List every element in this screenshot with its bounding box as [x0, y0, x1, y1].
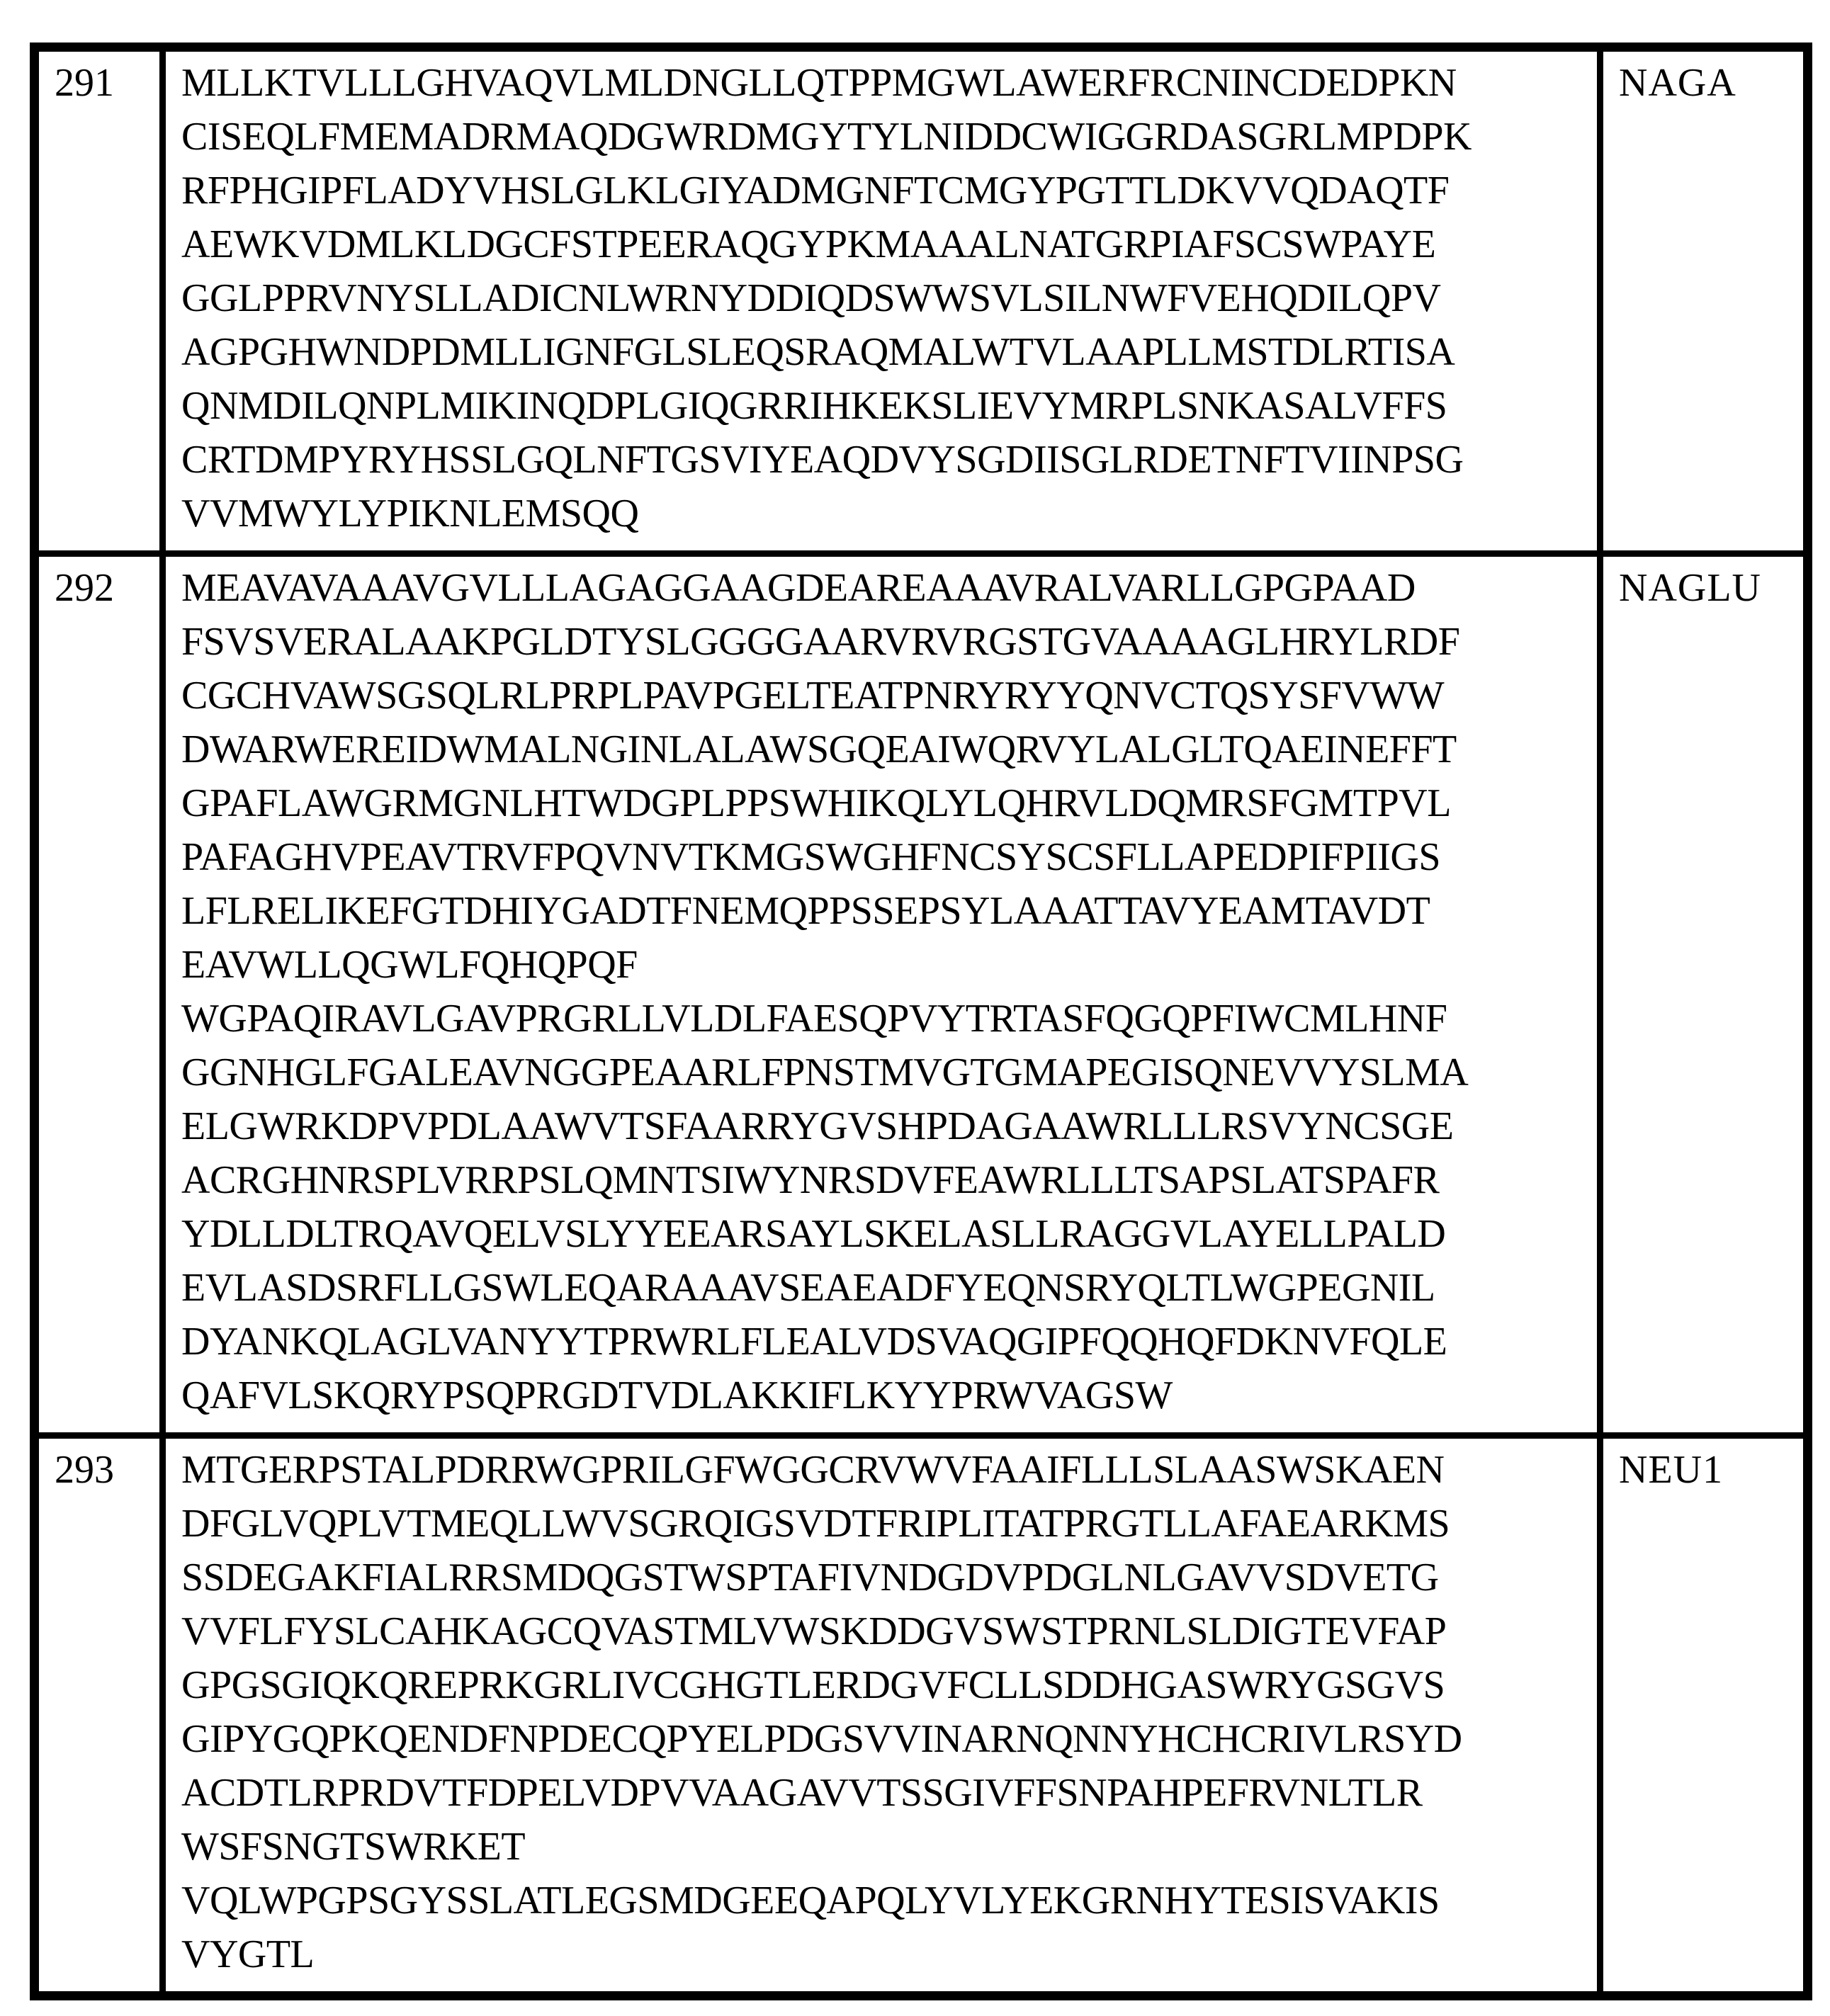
sequence-line: QNMDILQNPLMIKINQDPLGIQGRRIHKEKSLIEVYMRPLSNKASALVFFS	[181, 384, 1447, 428]
sequence-line: DFGLVQPLVTMEQLLWVSGRQIGSVDTFRIPLITATPRGTLLAFAEARKMS	[181, 1502, 1450, 1546]
sequence-line: MEAVAVAAAVGVLLLAGAGGAAGDEAREAAAVRALVARLLGPGPAAD	[181, 566, 1416, 610]
protein-sequence	[163, 47, 1600, 554]
sequence-line: EVLASDSRFLLGSWLEQARAAAVSEAEADFYEQNSRYQLTLWGPEGNIL	[181, 1266, 1435, 1310]
sequence-line: WGPAQIRAVLGAVPRGRLLVLDLFAESQPVYTRTASFQGQPFIWCMLHNF	[181, 997, 1447, 1041]
sequence-line: ACDTLRPRDVTFDPELVDPVVAAGAVVTSSGIVFFSNPAHPEFRVNLTLR	[181, 1771, 1423, 1815]
sequence-line: ACRGHNRSPLVRRPSLQMNTSIWYNRSDVFEAWRLLLTSAPSLATSPAFR	[181, 1158, 1440, 1202]
sequence-line: FSVSVERALAAKPGLDTYSLGGGGAARVRVRGSTGVAAAAGLHRYLRDF	[181, 620, 1460, 664]
sequence-line: VVMWYLYPIKNLEMSQQ	[181, 492, 639, 536]
protein-sequence	[163, 554, 1600, 1436]
table-row	[35, 1436, 1808, 1996]
sequence-line: GIPYGQPKQENDFNPDECQPYELPDGSVVINARNQNNYHCHCRIVLRSYD	[181, 1717, 1462, 1761]
sequence-line: RFPHGIPFLADYVHSLGLKLGIYADMGNFTCMGYPGTTLDKVVQDAQTF	[181, 169, 1450, 213]
table-row	[35, 47, 1808, 554]
sequence-line: GGNHGLFGALEAVNGGPEAARLFPNSTMVGTGMAPEGISQNEVVYSLMA	[181, 1051, 1469, 1094]
sequence-line: WSFSNGTSWRKET	[181, 1825, 526, 1869]
sequence-id: 291	[35, 47, 163, 554]
sequence-line: VVFLFYSLCAHKAGCQVASTMLVWSKDDGVSWSTPRNLSLDIGTEVFAP	[181, 1609, 1447, 1653]
sequence-line: AGPGHWNDPDMLLIGNFGLSLEQSRAQMALWTVLAAPLLMSTDLRTISA	[181, 330, 1455, 374]
sequence-line: CGCHVAWSGSQLRLPRPLPAVPGELTEATPNRYRYYQNVCTQSYSFVWW	[181, 674, 1445, 718]
sequence-line: GPAFLAWGRMGNLHTWDGPLPPSWHIKQLYLQHRVLDQMRSFGMTPVL	[181, 781, 1451, 825]
sequence-line: CISEQLFMEMADRMAQDGWRDMGYTYLNIDDCWIGGRDASGRLMPDPK	[181, 115, 1472, 159]
sequence-line: DYANKQLAGLVANYYTPRWRLFLEALVDSVAQGIPFQQHQFDKNVFQLE	[181, 1320, 1447, 1364]
sequence-line: ELGWRKDPVPDLAAWVTSFAARRYGVSHPDAGAAWRLLLRSVYNCSGE	[181, 1104, 1454, 1148]
protein-sequence	[163, 1436, 1600, 1996]
sequence-line: LFLRELIKEFGTDHIYGADTFNEMQPPSSEPSYLAAATTAVYEAMTAVDT	[181, 889, 1430, 933]
sequence-id: 292	[35, 554, 163, 1436]
sequence-line: QAFVLSKQRYPSQPRGDTVDLAKKIFLKYYPRWVAGSW	[181, 1374, 1173, 1417]
sequence-line: EAVWLLQGWLFQHQPQF	[181, 943, 638, 987]
sequence-line: PAFAGHVPEAVTRVFPQVNVTKMGSWGHFNCSYSCSFLLAPEDPIFPIIGS	[181, 835, 1440, 879]
gene-name: NAGA	[1600, 47, 1808, 554]
gene-name: NEU1	[1600, 1436, 1808, 1996]
sequence-line: DWARWEREIDWMALNGINLALAWSGQEAIWQRVYLALGLTQAEINEFFT	[181, 727, 1457, 771]
sequence-line: YDLLDLTRQAVQELVSLYYEEARSAYLSKELASLLRAGGVLAYELLPALD	[181, 1212, 1446, 1256]
sequence-id: 293	[35, 1436, 163, 1996]
sequence-line: VQLWPGPSGYSSLATLEGSMDGEEQAPQLYVLYEKGRNHYTESISVAKIS	[181, 1879, 1440, 1922]
sequence-line: VYGTL	[181, 1932, 315, 1976]
gene-name: NAGLU	[1600, 554, 1808, 1436]
sequence-line: MLLKTVLLLGHVAQVLMLDNGLLQTPPMGWLAWERFRCNINCDEDPKN	[181, 61, 1457, 105]
sequence-listing-table	[30, 43, 1812, 2000]
sequence-line: MTGERPSTALPDRRWGPRILGFWGGCRVWVFAAIFLLLSLAASWSKAEN	[181, 1448, 1445, 1492]
table-row	[35, 554, 1808, 1436]
sequence-line: AEWKVDMLKLDGCFSTPEERAQGYPKMAAALNATGRPIAFSCSWPAYE	[181, 222, 1436, 266]
sequence-line: GGLPPRVNYSLLADICNLWRNYDDIQDSWWSVLSILNWFVEHQDILQPV	[181, 276, 1441, 320]
sequence-line: CRTDMPYRYHSSLGQLNFTGSVIYEAQDVYSGDIISGLRDETNFTVIINPSG	[181, 438, 1464, 482]
sequence-line: SSDEGAKFIALRRSMDQGSTWSPTAFIVNDGDVPDGLNLGAVVSDVETG	[181, 1556, 1439, 1599]
sequence-line: GPGSGIQKQREPRKGRLIVCGHGTLERDGVFCLLSDDHGASWRYGSGVS	[181, 1663, 1445, 1707]
